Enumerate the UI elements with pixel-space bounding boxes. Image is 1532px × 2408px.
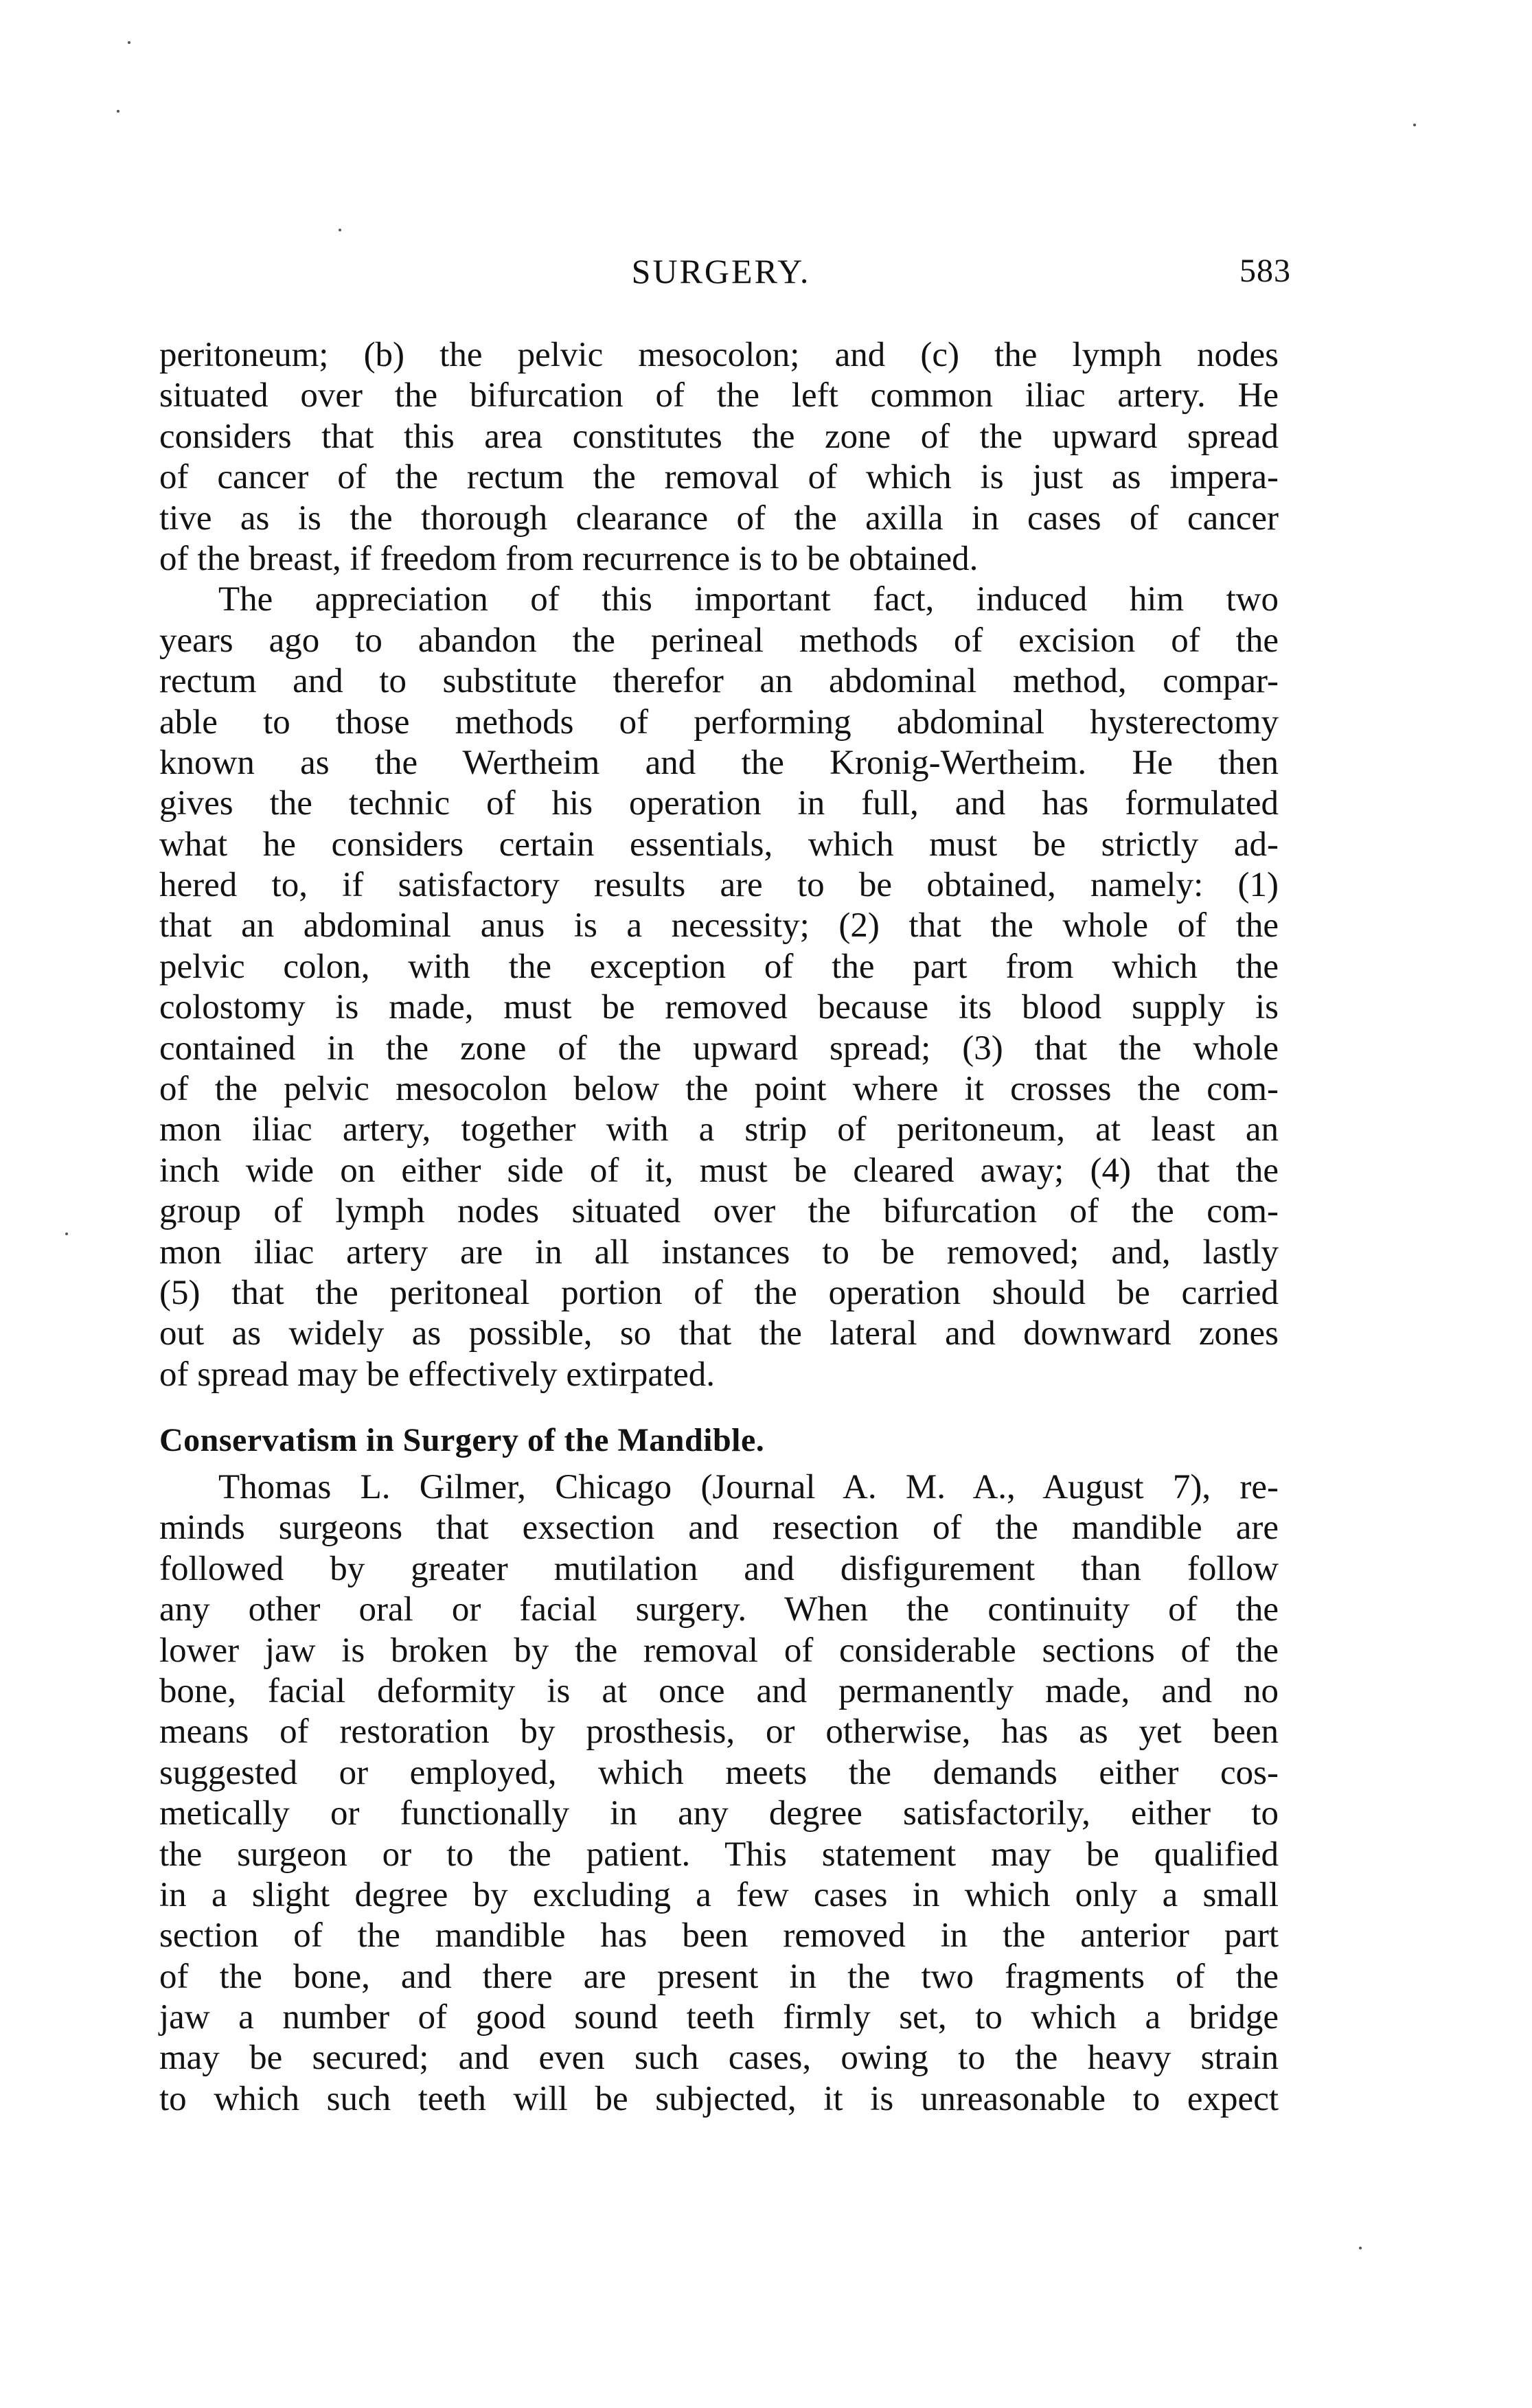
text-line: in a slight degree by excluding a few cases in which only a small [159,1875,1279,1914]
scan-speck [1359,2247,1362,2249]
text-block-bottom [159,1467,1279,2120]
text-line: of cancer of the rectum the removal of which is just as impera- [159,458,1279,497]
text-line: of the bone, and there are present in the two fragments of the [159,1957,1279,1996]
scan-speck [339,229,341,231]
text-line: the surgeon or to the patient. This statement may be qualified [159,1835,1279,1874]
text-line: contained in the zone of the upward spread; (3) that the whole [159,1029,1279,1068]
text-line: peritoneum; (b) the pelvic mesocolon; and (c) the lymph nodes [159,336,1279,374]
text-line: able to those methods of performing abdominal hysterectomy [159,702,1279,742]
text-line: hered to, if satisfactory results are to be obtained, namely: (1) [159,866,1279,905]
text-line: (5) that the peritoneal portion of the operation should be carried [159,1273,1279,1312]
text-line: Thomas L. Gilmer, Chicago (Journal A. M. A., August 7), re- [218,1468,1279,1506]
text-line: followed by greater mutilation and disfigurement than follow [159,1549,1279,1588]
text-line: jaw a number of good sound teeth firmly set, to which a bridge [159,1998,1279,2037]
text-line: years ago to abandon the perineal methods of excision of the [159,621,1279,660]
text-line: lower jaw is broken by the removal of considerable sections of the [159,1631,1279,1670]
text-line: of spread may be effectively extirpated. [159,1355,716,1394]
text-line: gives the technic of his operation in full, and has formulated [159,784,1279,823]
scan-speck [1413,124,1416,126]
text-line: situated over the bifurcation of the left common iliac artery. He [159,376,1279,415]
text-line: group of lymph nodes situated over the bifurcation of the com- [159,1192,1279,1231]
text-line: considers that this area constitutes the zone of the upward spread [159,417,1279,456]
text-line: pelvic colon, with the exception of the part from which the [159,947,1279,986]
text-line: The appreciation of this important fact, induced him two [218,580,1279,619]
text-line: bone, facial deformity is at once and permanently made, and no [159,1671,1279,1710]
text-line: minds surgeons that exsection and resection of the mandible are [159,1509,1279,1548]
scan-speck [65,1232,68,1235]
text-line: colostomy is made, must be removed because its blood supply is [159,988,1279,1027]
text-line: means of restoration by prosthesis, or otherwise, has as yet been [159,1712,1279,1752]
text-line: mon iliac artery, together with a strip of peritoneum, at least an [159,1110,1279,1149]
text-line: out as widely as possible, so that the lateral and downward zones [159,1314,1279,1353]
text-line: may be secured; and even such cases, owing to the heavy strain [159,2039,1279,2078]
text-line: of the pelvic mesocolon below the point where it crosses the com- [159,1070,1279,1109]
text-line: known as the Wertheim and the Kronig-Wertheim. He then [159,743,1279,782]
text-block-top [159,335,1279,1395]
running-title: SURGERY. [631,252,811,290]
text-line: inch wide on either side of it, must be cleared away; (4) that the [159,1151,1279,1190]
page-number: 583 [1239,253,1291,289]
text-line: tive as is the thorough clearance of the axilla in cases of cancer [159,498,1279,538]
text-line: any other oral or facial surgery. When the continuity of the [159,1590,1279,1629]
text-line: suggested or employed, which meets the demands either cos- [159,1753,1279,1792]
text-line: what he considers certain essentials, which must be strictly ad- [159,825,1279,864]
text-line: rectum and to substitute therefor an abdominal method, compar- [159,662,1279,701]
scan-speck [128,41,130,44]
section-heading: Conservatism in Surgery of the Mandible. [159,1422,765,1458]
text-line: to which such teeth will be subjected, it is unreasonable to expect [159,2079,1279,2118]
text-line: section of the mandible has been removed in the anterior part [159,1916,1279,1956]
running-head [158,247,1291,295]
scan-speck [117,110,119,113]
text-line: that an abdominal anus is a necessity; (2) that the whole of the [159,906,1279,945]
text-line: metically or functionally in any degree satisfactorily, either to [159,1794,1279,1833]
text-line: of the breast, if freedom from recurrence is to be obtained. [159,539,979,578]
text-line: mon iliac artery are in all instances to be removed; and, lastly [159,1232,1279,1272]
